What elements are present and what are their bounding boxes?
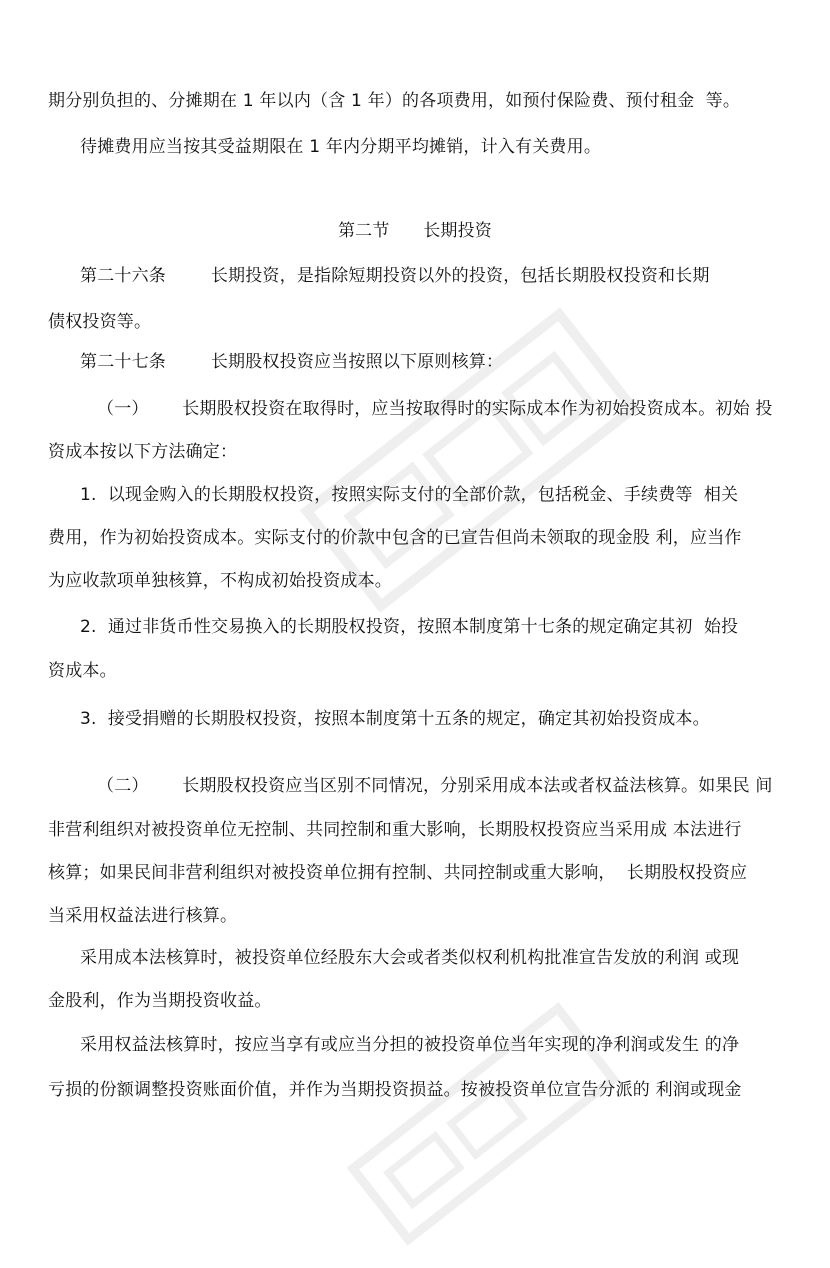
item-2-line-2: 资成本。 — [48, 661, 117, 681]
clause-2-line-3: 核算；如果民间非营利组织对被投资单位拥有控制、共同控制或重大影响， 长期股权投资应 — [48, 863, 748, 883]
cost-method-line-2: 金股利，作为当期投资收益。 — [48, 991, 272, 1011]
clause-1-line-1: （一） 长期股权投资在取得时，应当按取得时的实际成本作为初始投资成本。初始 投 — [97, 399, 773, 419]
equity-method-line-1: 采用权益法核算时，按应当享有或应当分担的被投资单位当年实现的净利润或发生 的净 — [80, 1035, 740, 1055]
article-26-line-2: 债权投资等。 — [48, 312, 152, 332]
clause-1-line-2: 资成本按以下方法确定： — [48, 442, 238, 462]
article-26-line-1: 第二十六条 长期投资，是指除短期投资以外的投资，包括长期股权投资和长期 — [80, 266, 710, 286]
clause-2-line-2: 非营利组织对被投资单位无控制、共同控制和重大影响，长期股权投资应当采用成 本法进行 — [48, 820, 742, 840]
clause-2-line-1: （二） 长期股权投资应当区别不同情况，分别采用成本法或者权益法核算。如果民 间 — [97, 776, 773, 796]
item-2-line-1: 2. 通过非货币性交易换入的长期股权投资，按照本制度第十七条的规定确定其初 始投 — [80, 617, 739, 637]
clause-2-line-4: 当采用权益法进行核算。 — [48, 906, 238, 926]
item-3-line: 3. 接受捐赠的长期股权投资，按照本制度第十五条的规定，确定其初始投资成本。 — [80, 709, 710, 729]
section-heading: 第二节 长期投资 — [337, 221, 493, 241]
text-line: 期分别负担的、分摊期在 1 年以内（含 1 年）的各项费用，如预付保险费、预付租金 等。 — [48, 91, 741, 111]
cost-method-line-1: 采用成本法核算时，被投资单位经股东大会或者类似权利机构批准宣告发放的利润 或现 — [80, 948, 740, 968]
equity-method-line-2: 亏损的份额调整投资账面价值，并作为当期投资损益。按被投资单位宣告分派的 利润或现金 — [48, 1080, 742, 1100]
item-1-line-1: 1. 以现金购入的长期股权投资，按照实际支付的全部价款，包括税金、手续费等 相关 — [80, 485, 739, 505]
item-1-line-2: 费用，作为初始投资成本。实际支付的价款中包含的已宣告但尚未领取的现金股 利，应当作 — [48, 528, 742, 548]
article-27-line: 第二十七条 长期股权投资应当按照以下原则核算： — [80, 352, 504, 372]
watermark-logo-bottom — [319, 972, 642, 1267]
text-line: 待摊费用应当按其受益期限在 1 年内分期平均摊销，计入有关费用。 — [80, 137, 602, 157]
item-1-line-3: 为应收款项单独核算，不构成初始投资成本。 — [48, 571, 392, 591]
